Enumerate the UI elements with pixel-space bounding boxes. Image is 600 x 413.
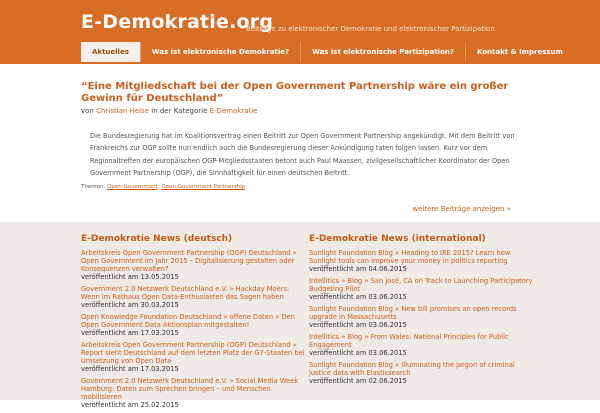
more-posts-link[interactable]: weitere Beiträge anzeigen » bbox=[412, 205, 511, 213]
news-date: veröffentlicht am 17.03.2015 bbox=[81, 365, 179, 373]
news-international-title: E-Demokratie News (international) bbox=[309, 234, 486, 244]
news-link[interactable]: Intellitics » Blog » San José, CA on Track to Launching Participatory Budgeting Pilot bbox=[309, 277, 533, 293]
nav-kontakt[interactable]: Kontakt & Impressum bbox=[465, 42, 574, 62]
news-date: veröffentlicht am 02.06.2015 bbox=[309, 377, 407, 385]
news-date: veröffentlicht am 25.02.2015 bbox=[81, 401, 179, 409]
tag-open-government[interactable]: Open Government bbox=[107, 184, 158, 190]
site-title-link[interactable]: E-Demokratie.org bbox=[81, 11, 274, 33]
post-byline bbox=[81, 107, 258, 115]
byline-prefix: von bbox=[81, 107, 94, 115]
news-link[interactable]: Arbeitskreis Open Government Partnership (OGP) Deutschland » Open Government im Jahr 2015 – Digitalisierung gestalten oder Konsequenzen verwalten? bbox=[81, 249, 297, 273]
tag-separator: , bbox=[157, 184, 160, 190]
news-link[interactable]: Sunlight Foundation Blog » New bill promises an open records upgrade in Massachusetts bbox=[309, 305, 517, 321]
footer-widgets bbox=[0, 222, 600, 409]
news-link[interactable]: Arbeitskreis Open Government Partnership (OGP) Deutschland » Report sieht Deutschland auf dem letzten Platz der G7-Staaten bei Umsetzung von Open Data bbox=[81, 341, 305, 365]
main-content bbox=[0, 64, 600, 220]
tags-label: Themen: bbox=[81, 184, 106, 190]
news-date: veröffentlicht am 13.05.2015 bbox=[81, 273, 179, 281]
nav-epartizipation[interactable]: Was ist elektronische Partizipation? bbox=[300, 42, 465, 62]
list-item bbox=[309, 333, 534, 357]
news-german-title: E-Demokratie News (deutsch) bbox=[81, 234, 233, 244]
news-international-column bbox=[309, 234, 534, 389]
nav-aktuelles[interactable]: Aktuelles bbox=[81, 42, 140, 62]
news-link[interactable]: Sunlight Foundation Blog » Heading to IRE 2015? Learn how Sunlight tools can improve your money in politics reporting bbox=[309, 249, 511, 265]
main-nav bbox=[81, 42, 574, 62]
news-german-column bbox=[81, 234, 306, 413]
list-item bbox=[81, 377, 306, 409]
news-date: veröffentlicht am 17.03.2015 bbox=[81, 329, 179, 337]
news-link[interactable]: Intellitics » Blog » From Wales: National Principles for Public Engagement bbox=[309, 333, 509, 349]
news-link[interactable]: Government 2.0 Netzwerk Deutschland e.V. » Social Media Week Hamburg: Daten zum Sprechen bringen – und Menschen mobilisieren bbox=[81, 377, 299, 401]
news-link[interactable]: Government 2.0 Netzwerk Deutschland e.V. » Hackday Moers: Wenn im Rathaus Open Data-Enthusiasten das Sagen haben bbox=[81, 285, 290, 301]
news-date: veröffentlicht am 03.06.2015 bbox=[309, 321, 407, 329]
category-link[interactable]: E-Demokratie bbox=[209, 107, 258, 115]
list-item bbox=[309, 277, 534, 301]
news-date: veröffentlicht am 04.06.2015 bbox=[309, 265, 407, 273]
site-description: Beiträge zu elektronischer Demokratie und elektronischer Partizipation bbox=[246, 25, 495, 33]
list-item bbox=[81, 249, 306, 281]
post-title-link[interactable]: “Eine Mitgliedschaft bei der Open Government Partnership wäre ein großer Gewinn für Deutschland” bbox=[81, 81, 509, 104]
post-tags bbox=[81, 184, 245, 190]
nav-edemokratie[interactable]: Was ist elektronische Demokratie? bbox=[140, 42, 300, 62]
author-link[interactable]: Christian Heise bbox=[96, 107, 150, 115]
list-item bbox=[81, 285, 306, 309]
news-link[interactable]: Open Knowledge Foundation Deutschland » offene Daten » Den Open Government Data Aktionsplan mitgestalten! bbox=[81, 313, 295, 329]
list-item bbox=[309, 249, 534, 273]
list-item bbox=[81, 313, 306, 337]
tag-ogp[interactable]: Open Government Partnership bbox=[161, 184, 246, 190]
news-date: veröffentlicht am 03.06.2015 bbox=[309, 349, 407, 357]
list-item bbox=[309, 305, 534, 329]
byline-mid: in der Kategorie bbox=[151, 107, 208, 115]
site-header bbox=[0, 0, 600, 64]
list-item bbox=[309, 361, 534, 385]
news-link[interactable]: Sunlight Foundation Blog » Illuminating the jargon of criminal justice data with Elasticsearch bbox=[309, 361, 515, 377]
post-excerpt: Die Bundesregierung hat im Koalitionsvertrag einen Beitritt zur Open Government Partnership angekündigt. Mit dem Beitritt von Frankreichs zur OGP sollte nun endlich auch die Bundesregierung dieser Ankündigung taten folgen lassen. Kurz vor dem Regionaltreffen der europäischen OGP-Mitgliedsstaaten betont auch Paul Maassen, zivilgesellschaftlicher Koordinator der Open Government Partnership (OGP), die Sinnhaftigkeit für einen deutschen Beitritt. bbox=[90, 132, 515, 177]
news-date: veröffentlicht am 03.06.2015 bbox=[309, 293, 407, 301]
news-date: veröffentlicht am 30.03.2015 bbox=[81, 301, 179, 309]
list-item bbox=[81, 341, 306, 373]
